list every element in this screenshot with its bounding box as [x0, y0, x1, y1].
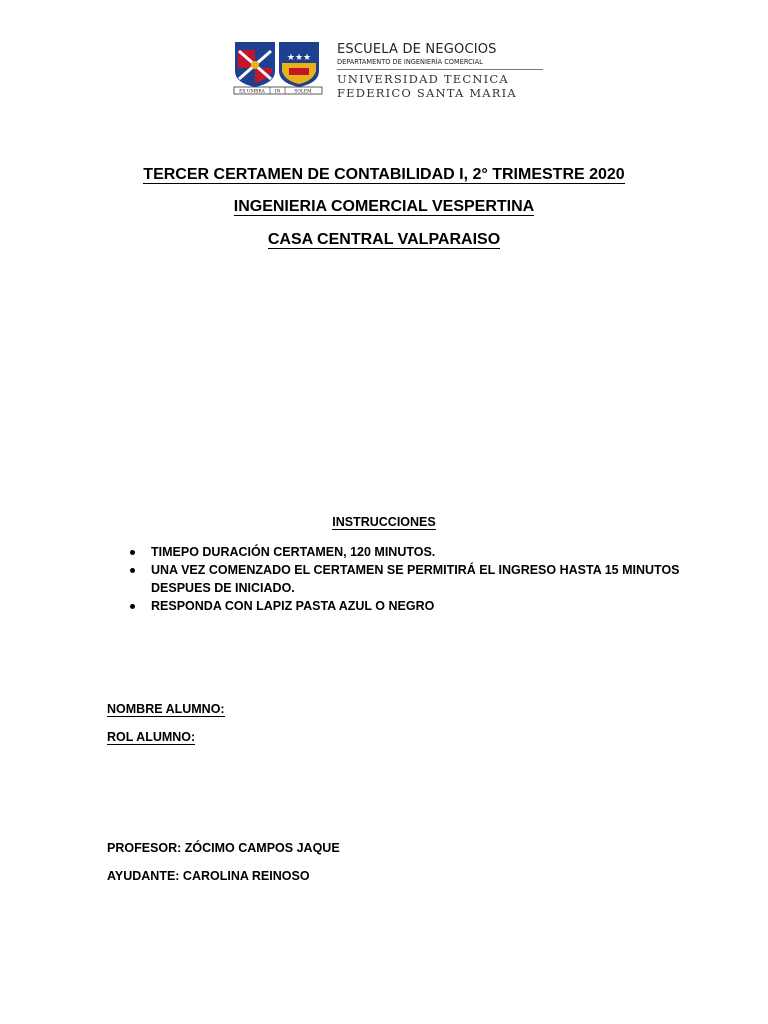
list-item	[128, 543, 688, 561]
student-rol-label-text: ROL ALUMNO:	[107, 730, 196, 744]
instructions-list	[128, 543, 688, 615]
crest-motto-left: EX UMBRA	[239, 89, 265, 95]
program-title	[0, 197, 768, 217]
exam-title-text: TERCER CERTAMEN DE CONTABILIDAD I, 2° TRIMESTRE 2020	[143, 166, 625, 183]
exam-title	[0, 165, 768, 185]
campus-title-text: CASA CENTRAL VALPARAISO	[267, 231, 501, 248]
instruction-text: TIMEPO DURACIÓN CERTAMEN, 120 MINUTOS.	[151, 545, 436, 559]
list-item	[128, 597, 688, 615]
campus-title	[0, 230, 768, 250]
school-block	[337, 42, 543, 100]
assistant-line: AYUDANTE: CAROLINA REINOSO	[107, 869, 310, 883]
list-item	[128, 561, 688, 597]
department-name: DEPARTAMENTO DE INGENIERÍA COMERCIAL	[337, 58, 543, 70]
student-rol-label	[107, 729, 195, 745]
letterhead	[233, 41, 543, 100]
university-name-line2: FEDERICO SANTA MARIA	[337, 86, 517, 100]
crest-motto-right: SOLEM	[294, 89, 312, 95]
university-crest-logo	[233, 41, 323, 95]
instruction-text: UNA VEZ COMENZADO EL CERTAMEN SE PERMITIRÁ EL INGRESO HASTA 15 MINUTOS DESPUES DE INICIADO.	[151, 563, 680, 595]
svg-text:★★★: ★★★	[286, 53, 312, 63]
instructions-heading	[0, 514, 768, 530]
bullet-icon	[130, 550, 135, 555]
program-title-text: INGENIERIA COMERCIAL VESPERTINA	[233, 198, 535, 215]
crest-motto-mid: IN	[274, 89, 281, 95]
bullet-icon	[130, 604, 135, 609]
school-name: ESCUELA DE NEGOCIOS	[337, 42, 497, 57]
instructions-heading-text: INSTRUCCIONES	[332, 515, 436, 529]
instruction-text: RESPONDA CON LAPIZ PASTA AZUL O NEGRO	[151, 599, 435, 613]
student-name-label	[107, 701, 225, 717]
university-name-line1: UNIVERSIDAD TECNICA	[337, 72, 509, 86]
professor-line: PROFESOR: ZÓCIMO CAMPOS JAQUE	[107, 841, 340, 855]
bullet-icon	[130, 568, 135, 573]
student-name-label-text: NOMBRE ALUMNO:	[107, 702, 225, 716]
